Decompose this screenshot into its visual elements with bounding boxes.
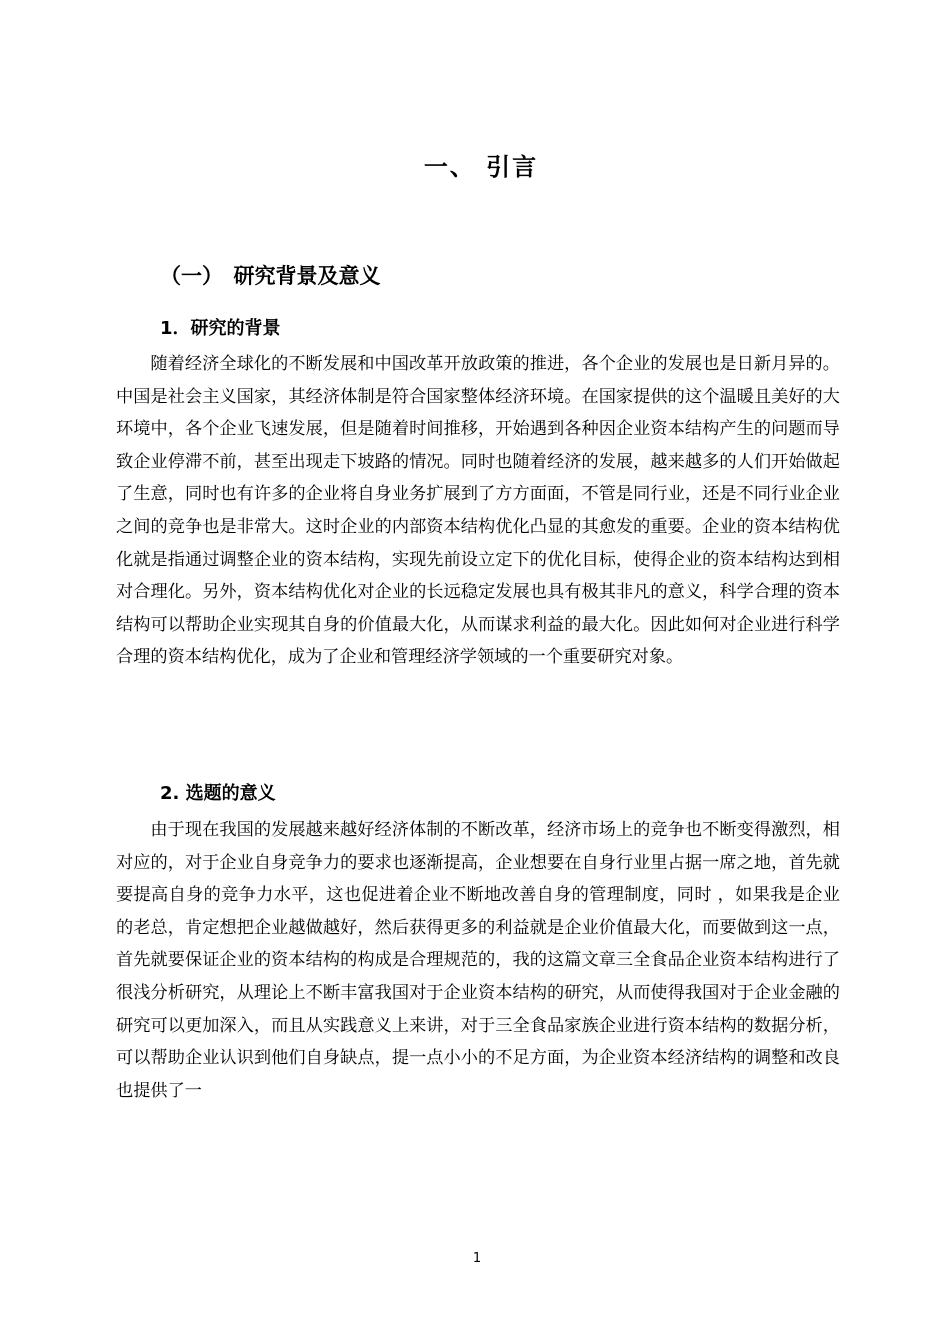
subsection-title-background: 1．研究的背景 [160, 318, 281, 339]
paragraph-background: 随着经济全球化的不断发展和中国改革开放政策的推进，各个企业的发展也是日新月异的。中国是社会主义国家，其经济体制是符合国家整体经济环境。在国家提供的这个温暖且美好的大环境中，各个企业飞速发展，但是随着时间推移，开始遇到各种因企业资本结构产生的问题而导致企业停滞不前，甚至出现走下坡路的情况。同时也随着经济的发展，越来越多的人们开始做起了生意，同时也有许多的企业将自身业务扩展到了方方面面，不管是同行业，还是不同行业企业之间的竞争也是非常大。这时企业的内部资本结构优化凸显的其愈发的重要。企业的资本结构优化就是指通过调整企业的资本结构，实现先前设立定下的优化目标，使得企业的资本结构达到相对合理化。另外，资本结构优化对企业的长远稳定发展也具有极其非凡的意义，科学合理的资本结构可以帮助企业实现其自身的价值最大化，从而谋求利益的最大化。因此如何对企业进行科学合理的资本结构优化，成为了企业和管理经济学领域的一个重要研究对象。 [116, 354, 840, 668]
paragraph-significance: 由于现在我国的发展越来越好经济体制的不断改革，经济市场上的竞争也不断变得激烈，相对应的，对于企业自身竞争力的要求也逐渐提高，企业想要在自身行业里占据一席之地，首先就要提高自身的竞争力水平，这也促进着企业不断地改善自身的管理制度，同时 ，如果我是企业的老总，肯定想把企业越做越好，然后获得更多的利益就是企业价值最大化，而要做到这一点，首先就要保证企业的资本结构的构成是合理规范的，我的这篇文章三全食品企业资本结构进行了很浅分析研究，从理论上不断丰富我国对于企业资本结构的研究，从而使得我国对于企业金融的研究可以更加深入，而且从实践意义上来讲，对于三全食品家族企业进行资本结构的数据分析，可以帮助企业认识到他们自身缺点，提一点小小的不足方面，为企业资本经济结构的调整和改良也提供了一 [116, 820, 840, 1101]
chapter-title: 一、 引言 [423, 153, 539, 181]
page-number: 1 [472, 1251, 482, 1266]
section-title: （一） 研究背景及意义 [160, 264, 381, 288]
subsection-title-significance: 2. 选题的意义 [160, 783, 276, 804]
